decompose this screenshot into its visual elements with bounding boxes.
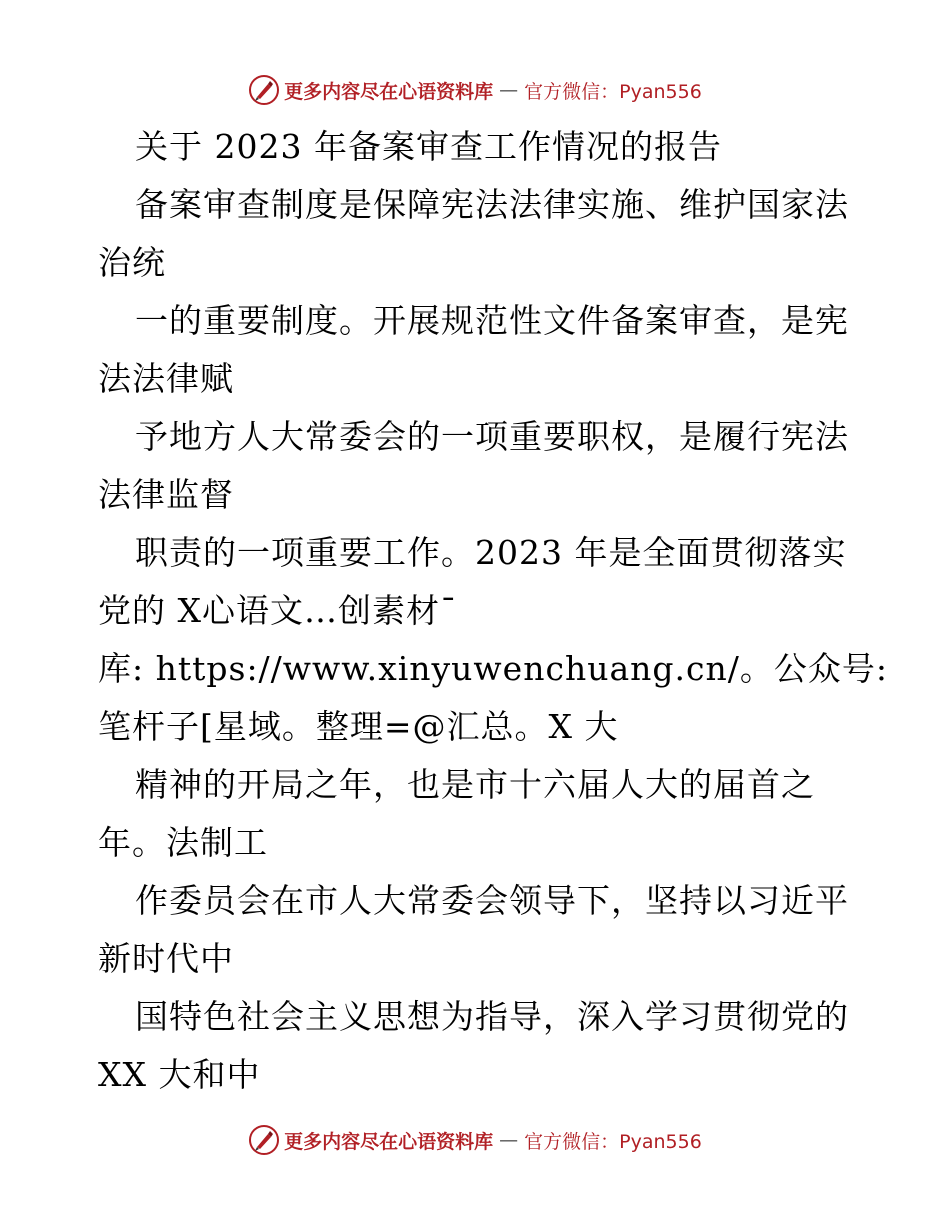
- text-line: 作委员会在市人大常委会领导下，坚持以习近平: [135, 881, 849, 920]
- header-banner-content: [248, 74, 702, 106]
- text-line: 笔杆子[星域。整理=@汇总。X 大: [98, 707, 619, 746]
- text-line: 予地方人大常委会的一项重要职权，是履行宪法: [135, 417, 849, 456]
- banner-separator: —: [499, 1129, 519, 1151]
- text-line: 法法律赋: [98, 359, 234, 398]
- text-line: 新时代中: [98, 939, 234, 978]
- text-line: 国特色社会主义思想为指导，深入学习贯彻党的: [135, 997, 849, 1036]
- header-banner: [0, 70, 950, 110]
- footer-banner-content: [248, 1124, 702, 1156]
- banner-wechat: 官方微信：Pyan556: [524, 1130, 702, 1153]
- pen-logo-icon: [248, 74, 280, 106]
- text-line: 关于 2023 年备案审查工作情况的报告: [135, 127, 722, 166]
- text-line: 治统: [98, 243, 166, 282]
- text-line: 库: https://www.xinyuwenchuang.cn/。公众号:: [98, 649, 888, 688]
- banner-separator: —: [499, 79, 519, 101]
- text-line: 党的 X心语文…创素材¯: [98, 591, 458, 630]
- text-line: 法律监督: [98, 475, 234, 514]
- text-line: 年。法制工: [98, 823, 268, 862]
- document-body: [98, 118, 898, 1104]
- text-line: 一的重要制度。开展规范性文件备案审查，是宪: [135, 301, 849, 340]
- banner-title: 更多内容尽在心语资料库: [284, 80, 494, 103]
- text-line: XX 大和中: [98, 1055, 261, 1094]
- pen-logo-icon: [248, 1124, 280, 1156]
- text-line: 备案审查制度是保障宪法法律实施、维护国家法: [135, 185, 849, 224]
- banner-title: 更多内容尽在心语资料库: [284, 1130, 494, 1153]
- text-line: 精神的开局之年，也是市十六届人大的届首之: [135, 765, 815, 804]
- banner-wechat: 官方微信：Pyan556: [524, 80, 702, 103]
- footer-banner: [0, 1120, 950, 1160]
- text-line: 职责的一项重要工作。2023 年是全面贯彻落实: [135, 533, 847, 572]
